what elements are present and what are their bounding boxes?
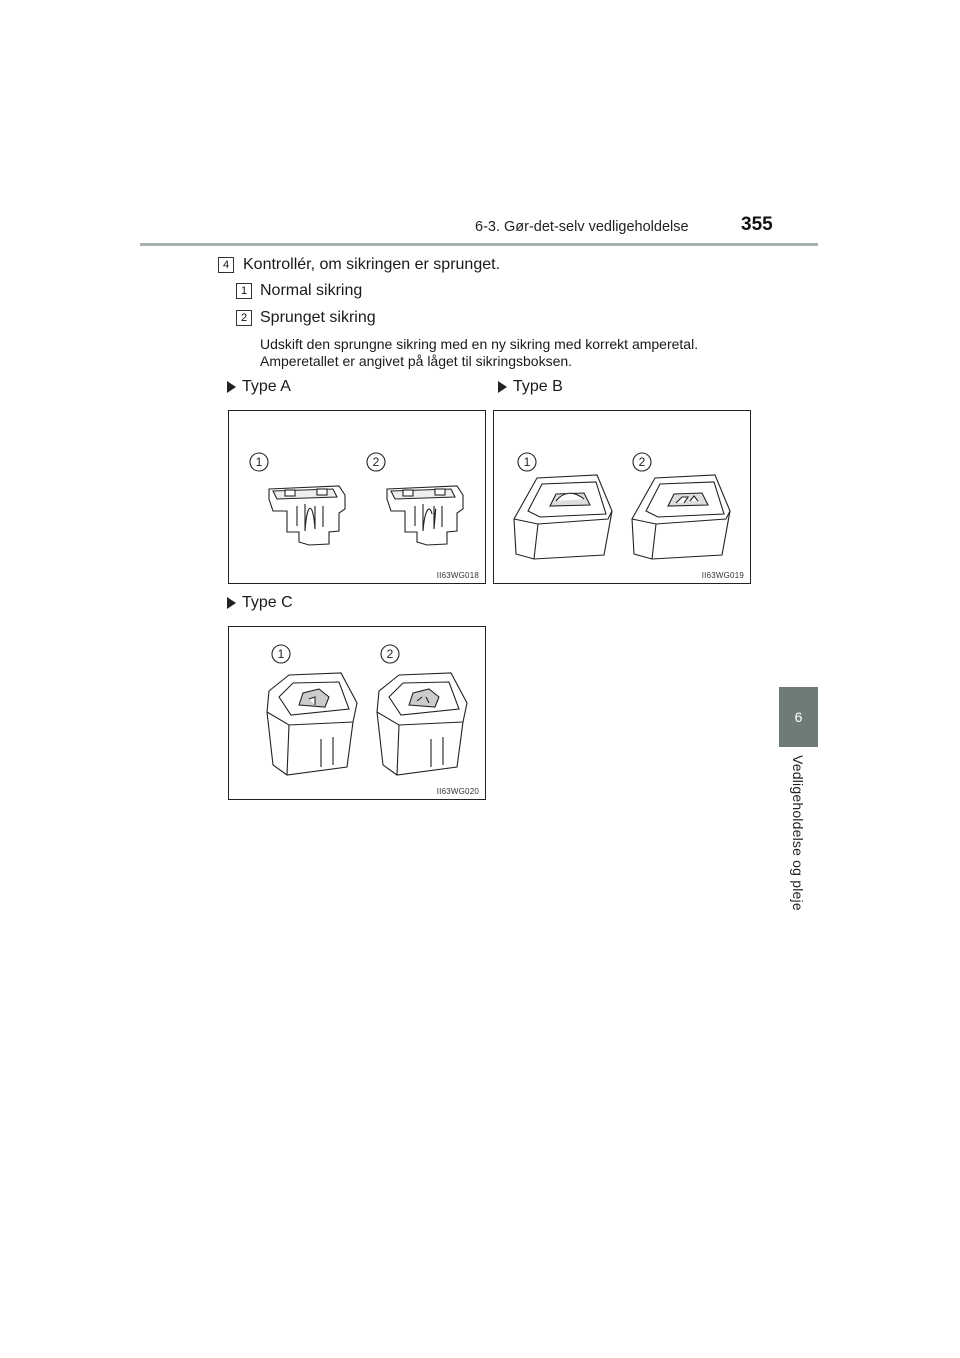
fuse-type-a-illustration: [229, 411, 485, 583]
triangle-right-icon: [498, 381, 507, 393]
callout-1: 1: [255, 455, 263, 469]
item-label: Normal sikring: [260, 282, 363, 299]
figure-type-b: [493, 410, 751, 584]
callout-1: 1: [277, 647, 285, 661]
chapter-tab[interactable]: [779, 687, 818, 747]
triangle-right-icon: [227, 381, 236, 393]
figure-label-text: Type C: [242, 594, 293, 611]
fuse-type-c-illustration: [229, 627, 485, 799]
note-line: Udskift den sprungne sikring med en ny sikring med korrekt amperetal.: [260, 336, 699, 352]
figure-label-text: Type B: [513, 378, 563, 395]
figure-label-type-c: [227, 594, 293, 612]
figure-type-c: [228, 626, 486, 800]
item-number-box: 1: [236, 283, 252, 299]
chapter-number: 6: [794, 709, 803, 725]
figure-code: II63WG018: [436, 571, 479, 580]
figure-type-a: [228, 410, 486, 584]
step-number-box: 4: [218, 257, 234, 273]
note-line: Amperetallet er angivet på låget til sikringsboksen.: [260, 353, 573, 369]
figure-code: II63WG020: [436, 787, 479, 796]
callout-2: 2: [372, 455, 380, 469]
figure-label-type-b: [498, 378, 563, 396]
triangle-right-icon: [227, 597, 236, 609]
header-divider: [140, 243, 818, 246]
callout-2: 2: [386, 647, 394, 661]
fuse-type-b-illustration: [494, 411, 750, 583]
page-number: 355: [741, 214, 773, 235]
note-text: [260, 336, 698, 370]
figure-code: II63WG019: [701, 571, 744, 580]
callout-1: 1: [523, 455, 531, 469]
item-label: Sprunget sikring: [260, 309, 376, 326]
step-text: Kontrollér, om sikringen er sprunget.: [243, 256, 501, 273]
figure-label-text: Type A: [242, 378, 291, 395]
chapter-title: Vedligeholdelse og pleje: [790, 755, 806, 911]
section-title: 6-3. Gør-det-selv vedligeholdelse: [475, 219, 689, 235]
item-number-box: 2: [236, 310, 252, 326]
callout-2: 2: [638, 455, 646, 469]
figure-label-type-a: [227, 378, 291, 396]
